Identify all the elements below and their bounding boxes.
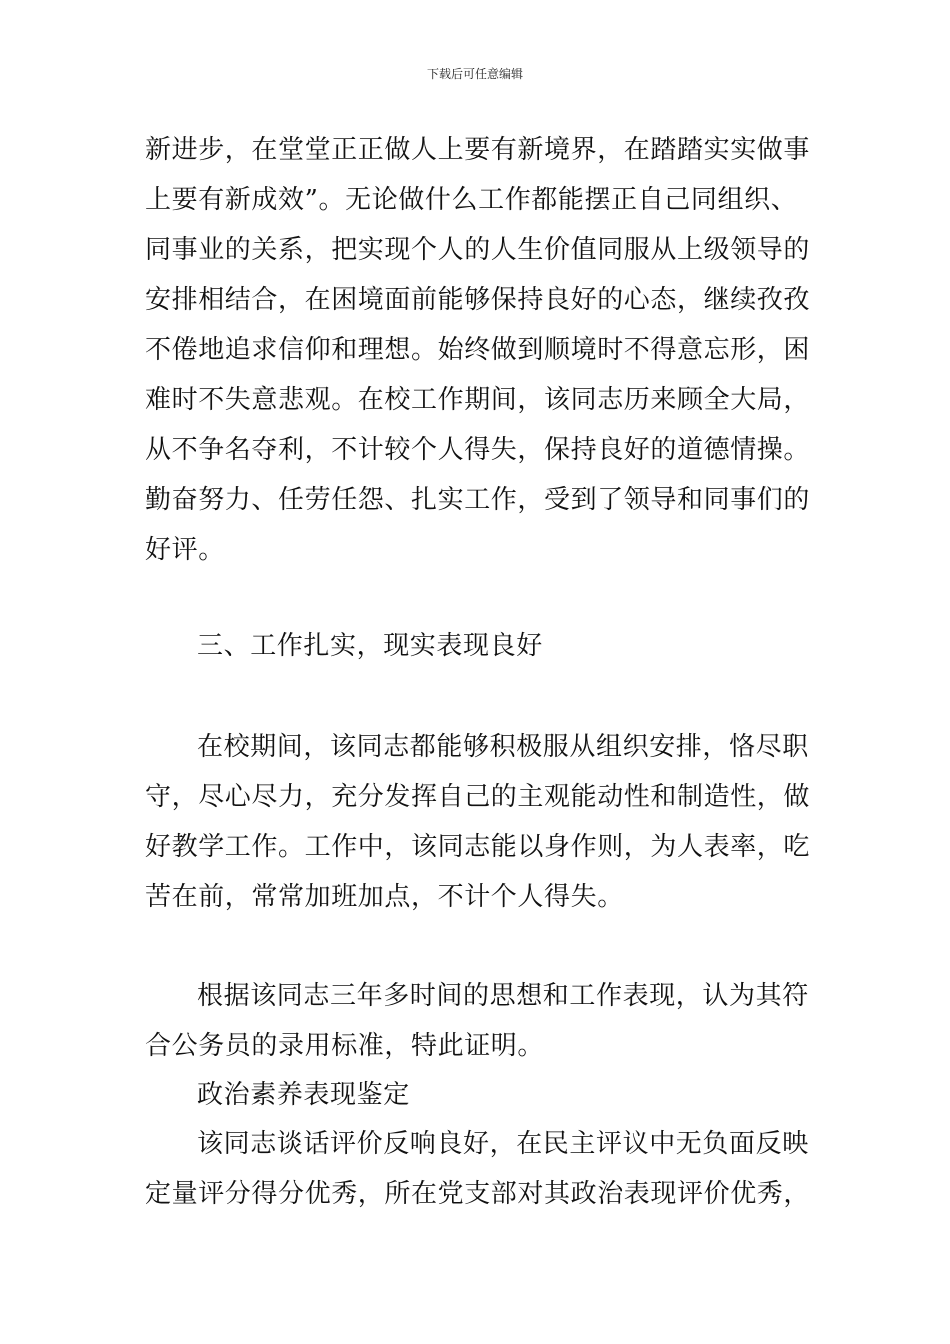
section-heading: 三、工作扎实，现实表现良好 [197, 631, 543, 661]
text-line: 勤奋努力、任劳任怨、扎实工作，受到了领导和同事们的 [145, 485, 811, 515]
text-line: 根据该同志三年多时间的思想和工作表现，认为其符 [197, 981, 809, 1011]
text-line: 苦在前，常常加班加点，不计个人得失。 [145, 882, 624, 912]
text-line: 在校期间，该同志都能够积极服从组织安排，恪尽职 [197, 732, 809, 762]
text-line: 该同志谈话评价反响良好，在民主评议中无负面反映 [197, 1129, 809, 1159]
page-header: 下载后可任意编辑 [426, 67, 523, 81]
text-line: 从不争名夺利，不计较个人得失，保持良好的道德情操。 [145, 435, 811, 465]
text-line: 同事业的关系，把实现个人的人生价值同服从上级领导的 [145, 235, 811, 265]
text-line: 好评。 [145, 535, 225, 565]
text-line: 合公务员的录用标准，特此证明。 [145, 1031, 545, 1061]
text-line: 守，尽心尽力，充分发挥自己的主观能动性和制造性，做 [145, 782, 811, 812]
text-line: 不倦地追求信仰和理想。始终做到顺境时不得意忘形，困 [145, 335, 811, 365]
text-line: 安排相结合，在困境面前能够保持良好的心态，继续孜孜 [145, 285, 811, 315]
text-line: 新进步，在堂堂正正做人上要有新境界，在踏踏实实做事 [145, 135, 811, 165]
text-line: 好教学工作。工作中，该同志能以身作则，为人表率，吃 [145, 832, 811, 862]
text-line: 上要有新成效”。无论做什么工作都能摆正自己同组织、 [145, 185, 798, 215]
subheading: 政治素养表现鉴定 [197, 1080, 410, 1110]
text-line: 难时不失意悲观。在校工作期间，该同志历来顾全大局， [145, 385, 811, 415]
text-line: 定量评分得分优秀，所在党支部对其政治表现评价优秀， [145, 1179, 811, 1209]
